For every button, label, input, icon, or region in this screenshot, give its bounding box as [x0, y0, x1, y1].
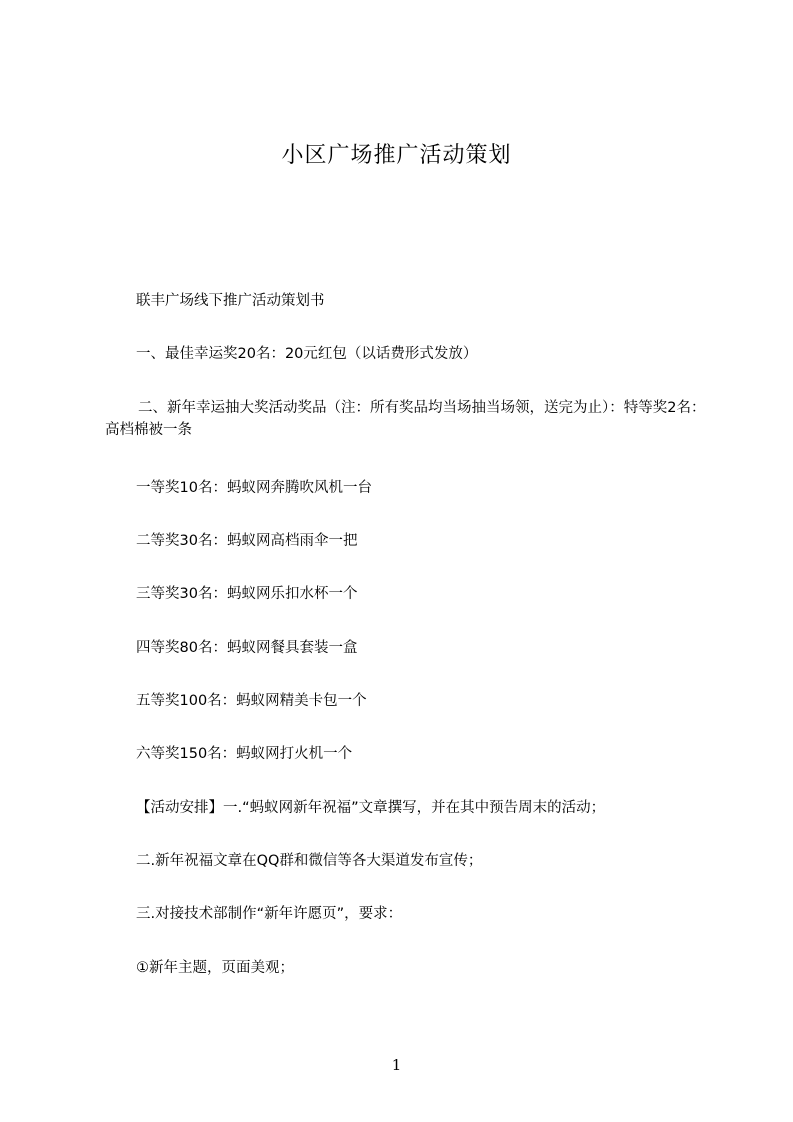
- paragraph-plan-heading: 联丰广场线下推广活动策划书: [136, 293, 325, 309]
- paragraph-fourth-prize: 四等奖80名：蚂蚁网餐具套装一盒: [136, 640, 358, 656]
- paragraph-lottery-prizes: 二、新年幸运抽大奖活动奖品（注：所有奖品均当场抽当场领，送完为止）：特等奖2名：高档棉被一条: [105, 400, 706, 438]
- paragraph-activity-arrangement: 【活动安排】一.“蚂蚁网新年祝福”文章撰写，并在其中预告周末的活动；: [136, 800, 606, 816]
- paragraph-sixth-prize: 六等奖150名：蚂蚁网打火机一个: [136, 746, 353, 762]
- paragraph-second-prize: 二等奖30名：蚂蚁网高档雨伞一把: [136, 533, 358, 549]
- page-number: 1: [391, 1056, 402, 1074]
- paragraph-fifth-prize: 五等奖100名：蚂蚁网精美卡包一个: [136, 693, 367, 709]
- document-title: 小区广场推广活动策划: [281, 143, 512, 168]
- paragraph-lucky-prize: 一、最佳幸运奖20名：20元红包（以话费形式发放）: [136, 346, 478, 362]
- paragraph-wish-page: 三.对接技术部制作“新年许愿页”，要求：: [136, 906, 403, 922]
- paragraph-first-prize: 一等奖10名：蚂蚁网奔腾吹风机一台: [136, 480, 372, 496]
- paragraph-theme-requirement: ①新年主题，页面美观；: [136, 960, 294, 976]
- paragraph-publish-promotion: 二.新年祝福文章在QQ群和微信等各大渠道发布宣传；: [136, 853, 483, 869]
- paragraph-third-prize: 三等奖30名：蚂蚁网乐扣水杯一个: [136, 586, 358, 602]
